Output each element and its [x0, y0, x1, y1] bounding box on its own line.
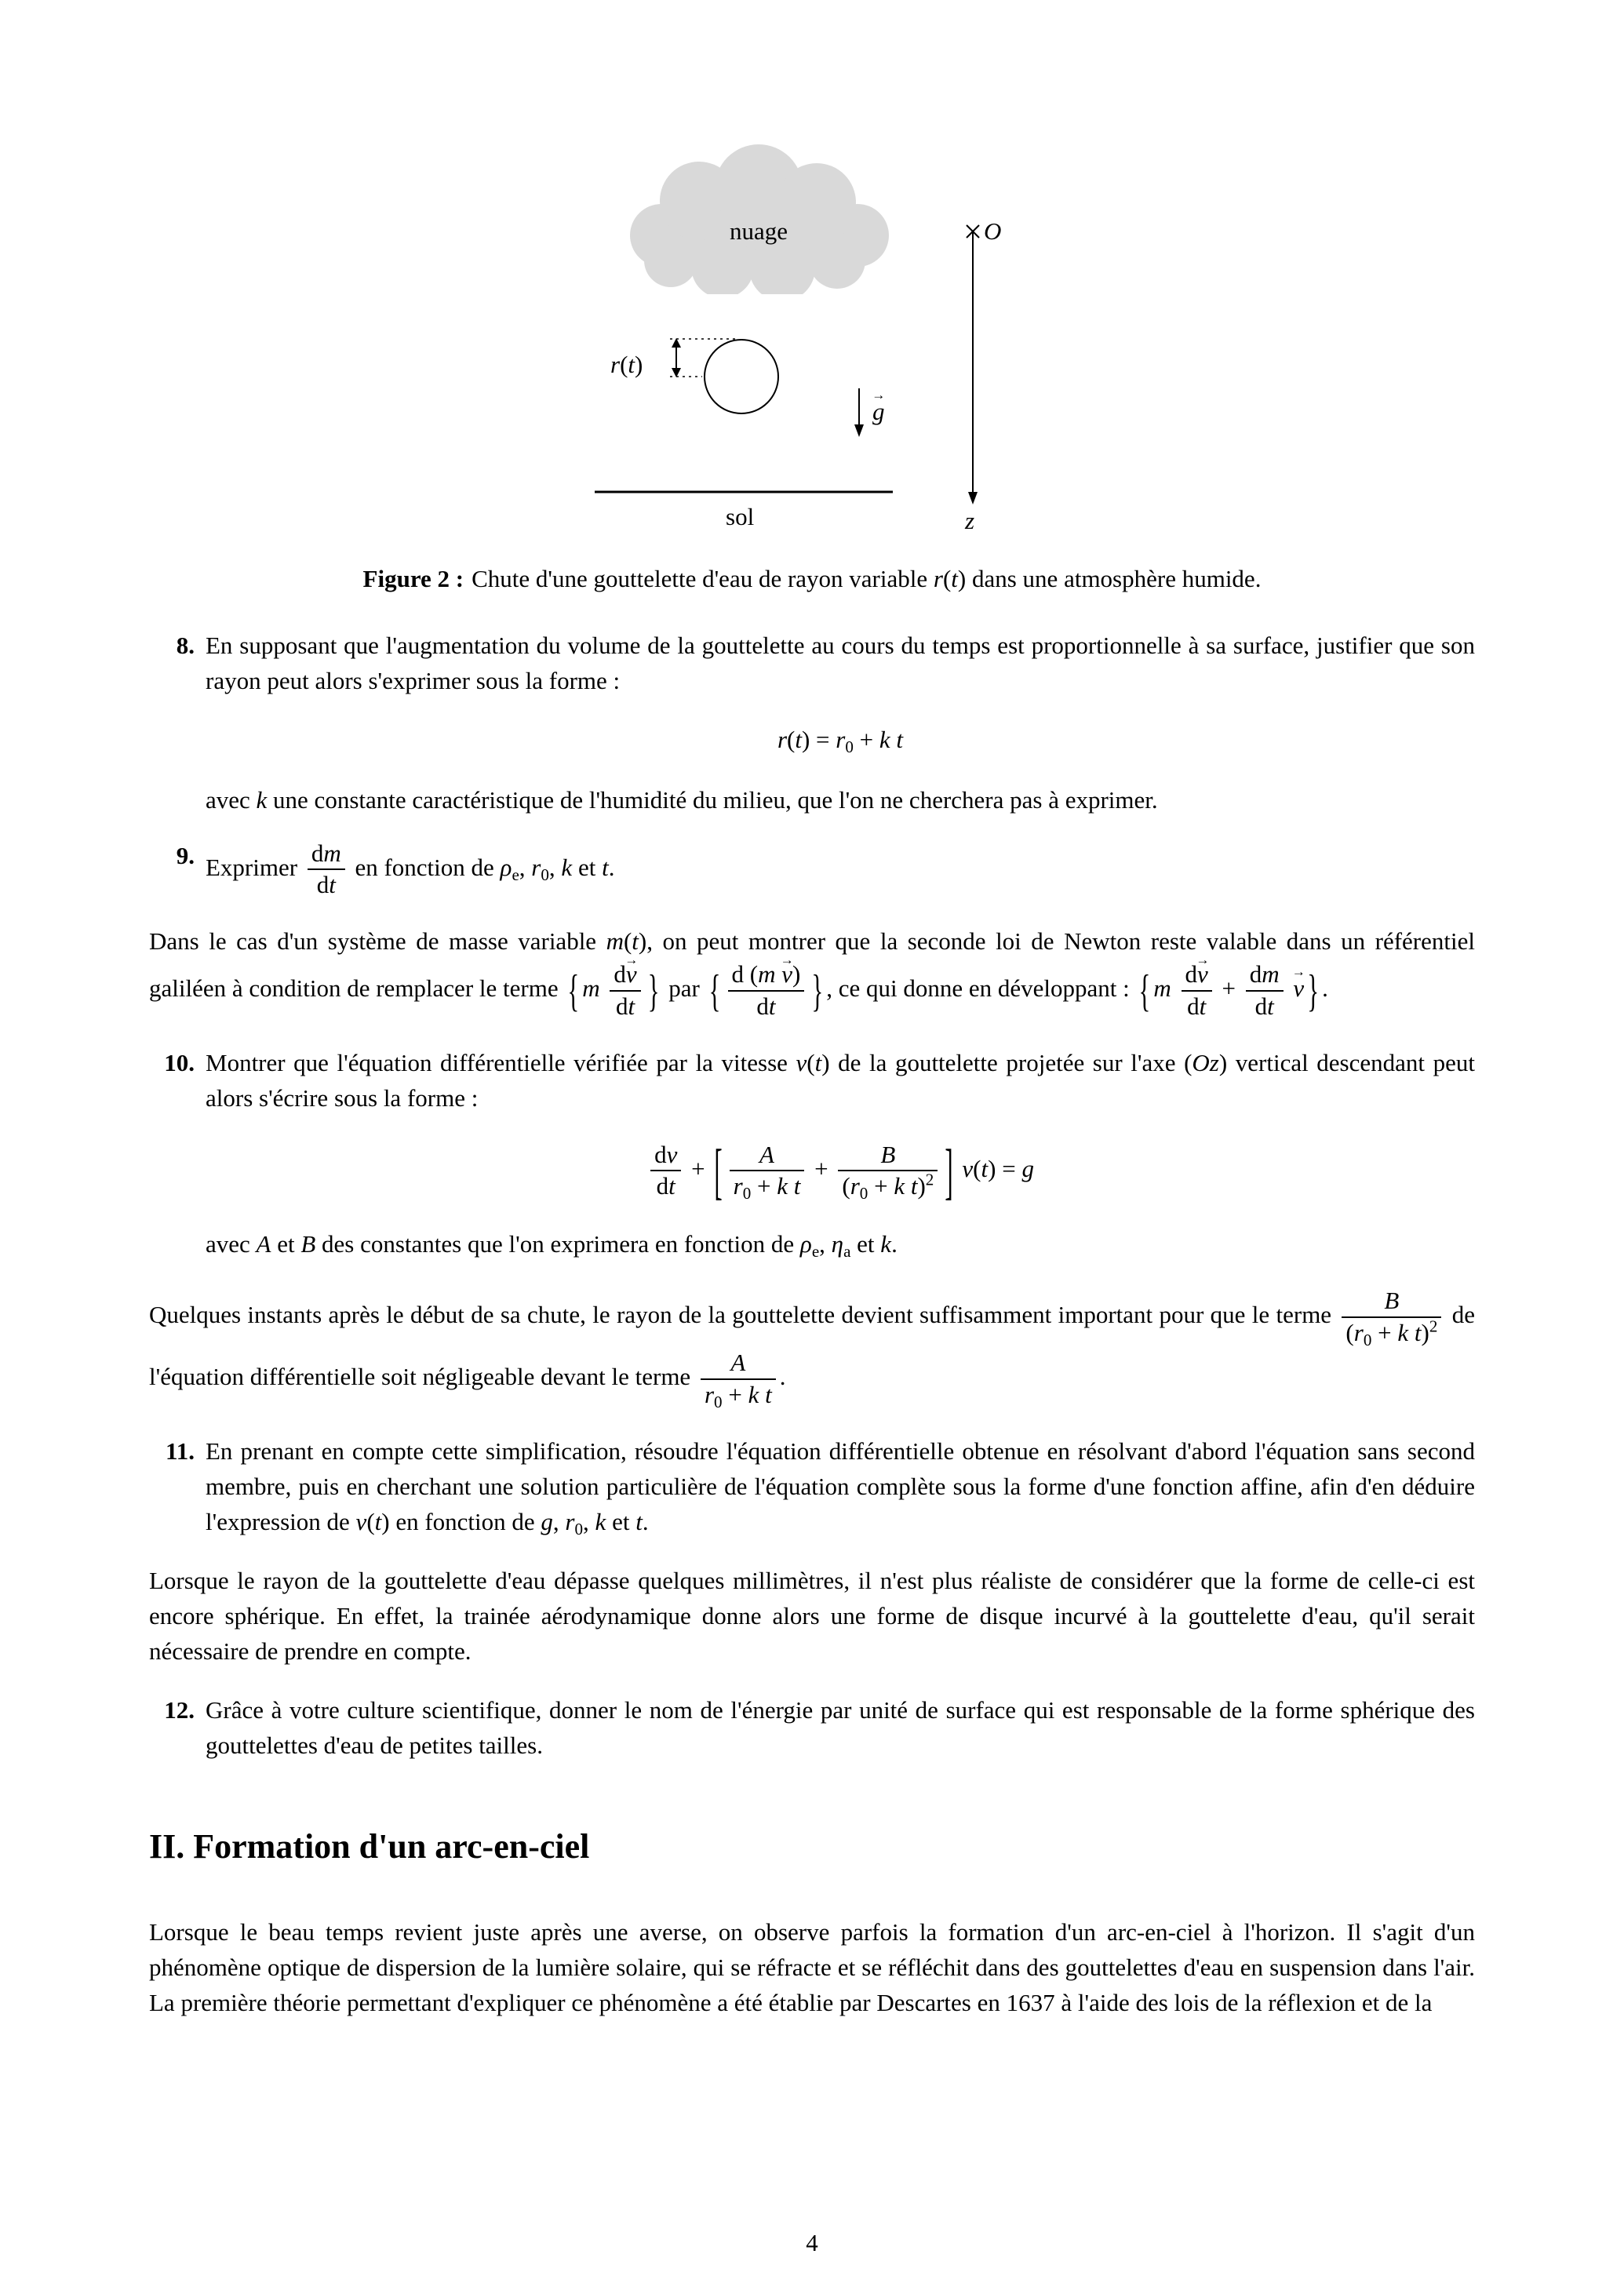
axis-label: z	[965, 507, 975, 534]
page-number: 4	[806, 2229, 818, 2257]
cloud-label: nuage	[729, 217, 788, 245]
figure-droplet-fall	[149, 114, 1475, 541]
gravity-label: g →	[872, 395, 885, 430]
question-12-number: 12.	[164, 1695, 195, 1724]
question-8-number: 8.	[176, 631, 195, 659]
question-10-text: Montrer que l'équation différentielle vérifiée par la vitesse v(t) de la gouttelette projetée sur l'axe (Oz) vertical descendant peut alors s'écrire sous la forme :	[206, 1048, 1475, 1112]
question-11-number: 11.	[165, 1436, 195, 1465]
equation-differential: $\frac{dv}{dt}$ + [ $\frac{A}{r_0 + k t}$ + $\frac{B}{(r_0 + k t)^2}$ ] v(t) = g	[206, 1140, 1475, 1203]
question-11-text: En prenant en compte cette simplification, résoudre l'équation différentielle obtenue en résolvant d'abord l'équation sans second membre, puis en cherchant une solution particulière de l'équation complète sous la forme d'une fonction affine, afin d'en déduire l'expression de v(t) en fonction de g, $r_0$, k et t.	[206, 1436, 1475, 1538]
question-11	[149, 1434, 1475, 1540]
figure-caption-label: Figure 2 :	[362, 565, 464, 592]
paragraph-disc-shape: Lorsque le rayon de la gouttelette d'eau dépasse quelques millimètres, il n'est plus réaliste de considérer que la forme de celle-ci est encore sphérique. En effet, la trainée aérodynamique donne alors une forme de disque incurvé à la gouttelette d'eau, qu'il serait nécessaire de prendre en compte.	[149, 1566, 1475, 1665]
section-heading: II. Formation d'un arc-en-ciel	[149, 1827, 590, 1866]
equation-radius: $r(t) = r_0 + k$ t	[777, 725, 904, 756]
figure-lines	[149, 114, 1475, 541]
paragraph-simplification: Quelques instants après le début de sa chute, le rayon de la gouttelette devient suffisamment important pour que le terme $\frac{B}{(r_0 + k t)^2}$ de l'équation différentielle soit négligeable devant le terme $\frac{A}{r_0 + k t}$ .	[149, 1286, 1475, 1412]
question-10-note: avec A et B des constantes que l'on exprimera en fonction de $\rho_e$, $\eta_a$ et k.	[206, 1230, 898, 1261]
question-8	[149, 628, 1475, 818]
origin-label: O	[984, 217, 1002, 245]
question-12	[149, 1693, 1475, 1764]
figure-caption	[149, 562, 1475, 597]
figure-caption-text: Chute d'une gouttelette d'eau de rayon variable r(t) dans une atmosphère humide.	[472, 565, 1262, 592]
question-8-text: En supposant que l'augmentation du volume de la gouttelette au cours du temps est proportionnelle à sa surface, justifier que son rayon peut alors s'exprimer sous la forme :	[206, 631, 1475, 694]
paragraph-rainbow-intro: Lorsque le beau temps revient juste après une averse, on observe parfois la formation d'un arc-en-ciel à l'horizon. Il s'agit d'un phénomène optique de dispersion de la lumière solaire, qui se réfracte et se réfléchit dans des gouttelettes d'eau en suspension dans l'air. La première théorie permettant d'expliquer ce phénomène a été établie par Descartes en 1637 à l'aide des lois de la réflexion et de la	[149, 1918, 1475, 2017]
question-12-text: Grâce à votre culture scientifique, donner le nom de l'énergie par unité de surface qui est responsable de la forme sphérique des gouttelettes d'eau de petites tailles.	[206, 1695, 1475, 1759]
question-9	[149, 839, 1475, 901]
radius-label: r(t)	[610, 351, 643, 378]
question-8-note: avec k une constante caractéristique de l'humidité du milieu, que l'on ne cherchera pas à exprimer.	[206, 785, 1158, 814]
paragraph-newton: Dans le cas d'un système de masse variable m(t), on peut montrer que la seconde loi de Newton reste valable dans un référentiel galiléen à condition de remplacer le terme { m $\frac{dv \to}{dt}$ } par { $\frac{\text{d (m v →)}}{dt}$ } , ce qui donne en développant : { m $\frac{dv \to}{dt}$ + $\frac{dm}{dt}$ v → } .	[149, 924, 1475, 1021]
question-10-number: 10.	[164, 1048, 195, 1076]
question-9-number: 9.	[176, 841, 195, 869]
question-9-text: Exprimer $\frac{dm}{dt}$ en fonction de $\rho_e$, $r_0$, k et t.	[206, 839, 1475, 901]
ground-label: sol	[726, 503, 755, 530]
droplet-circle	[704, 339, 779, 414]
question-10	[149, 1046, 1475, 1262]
